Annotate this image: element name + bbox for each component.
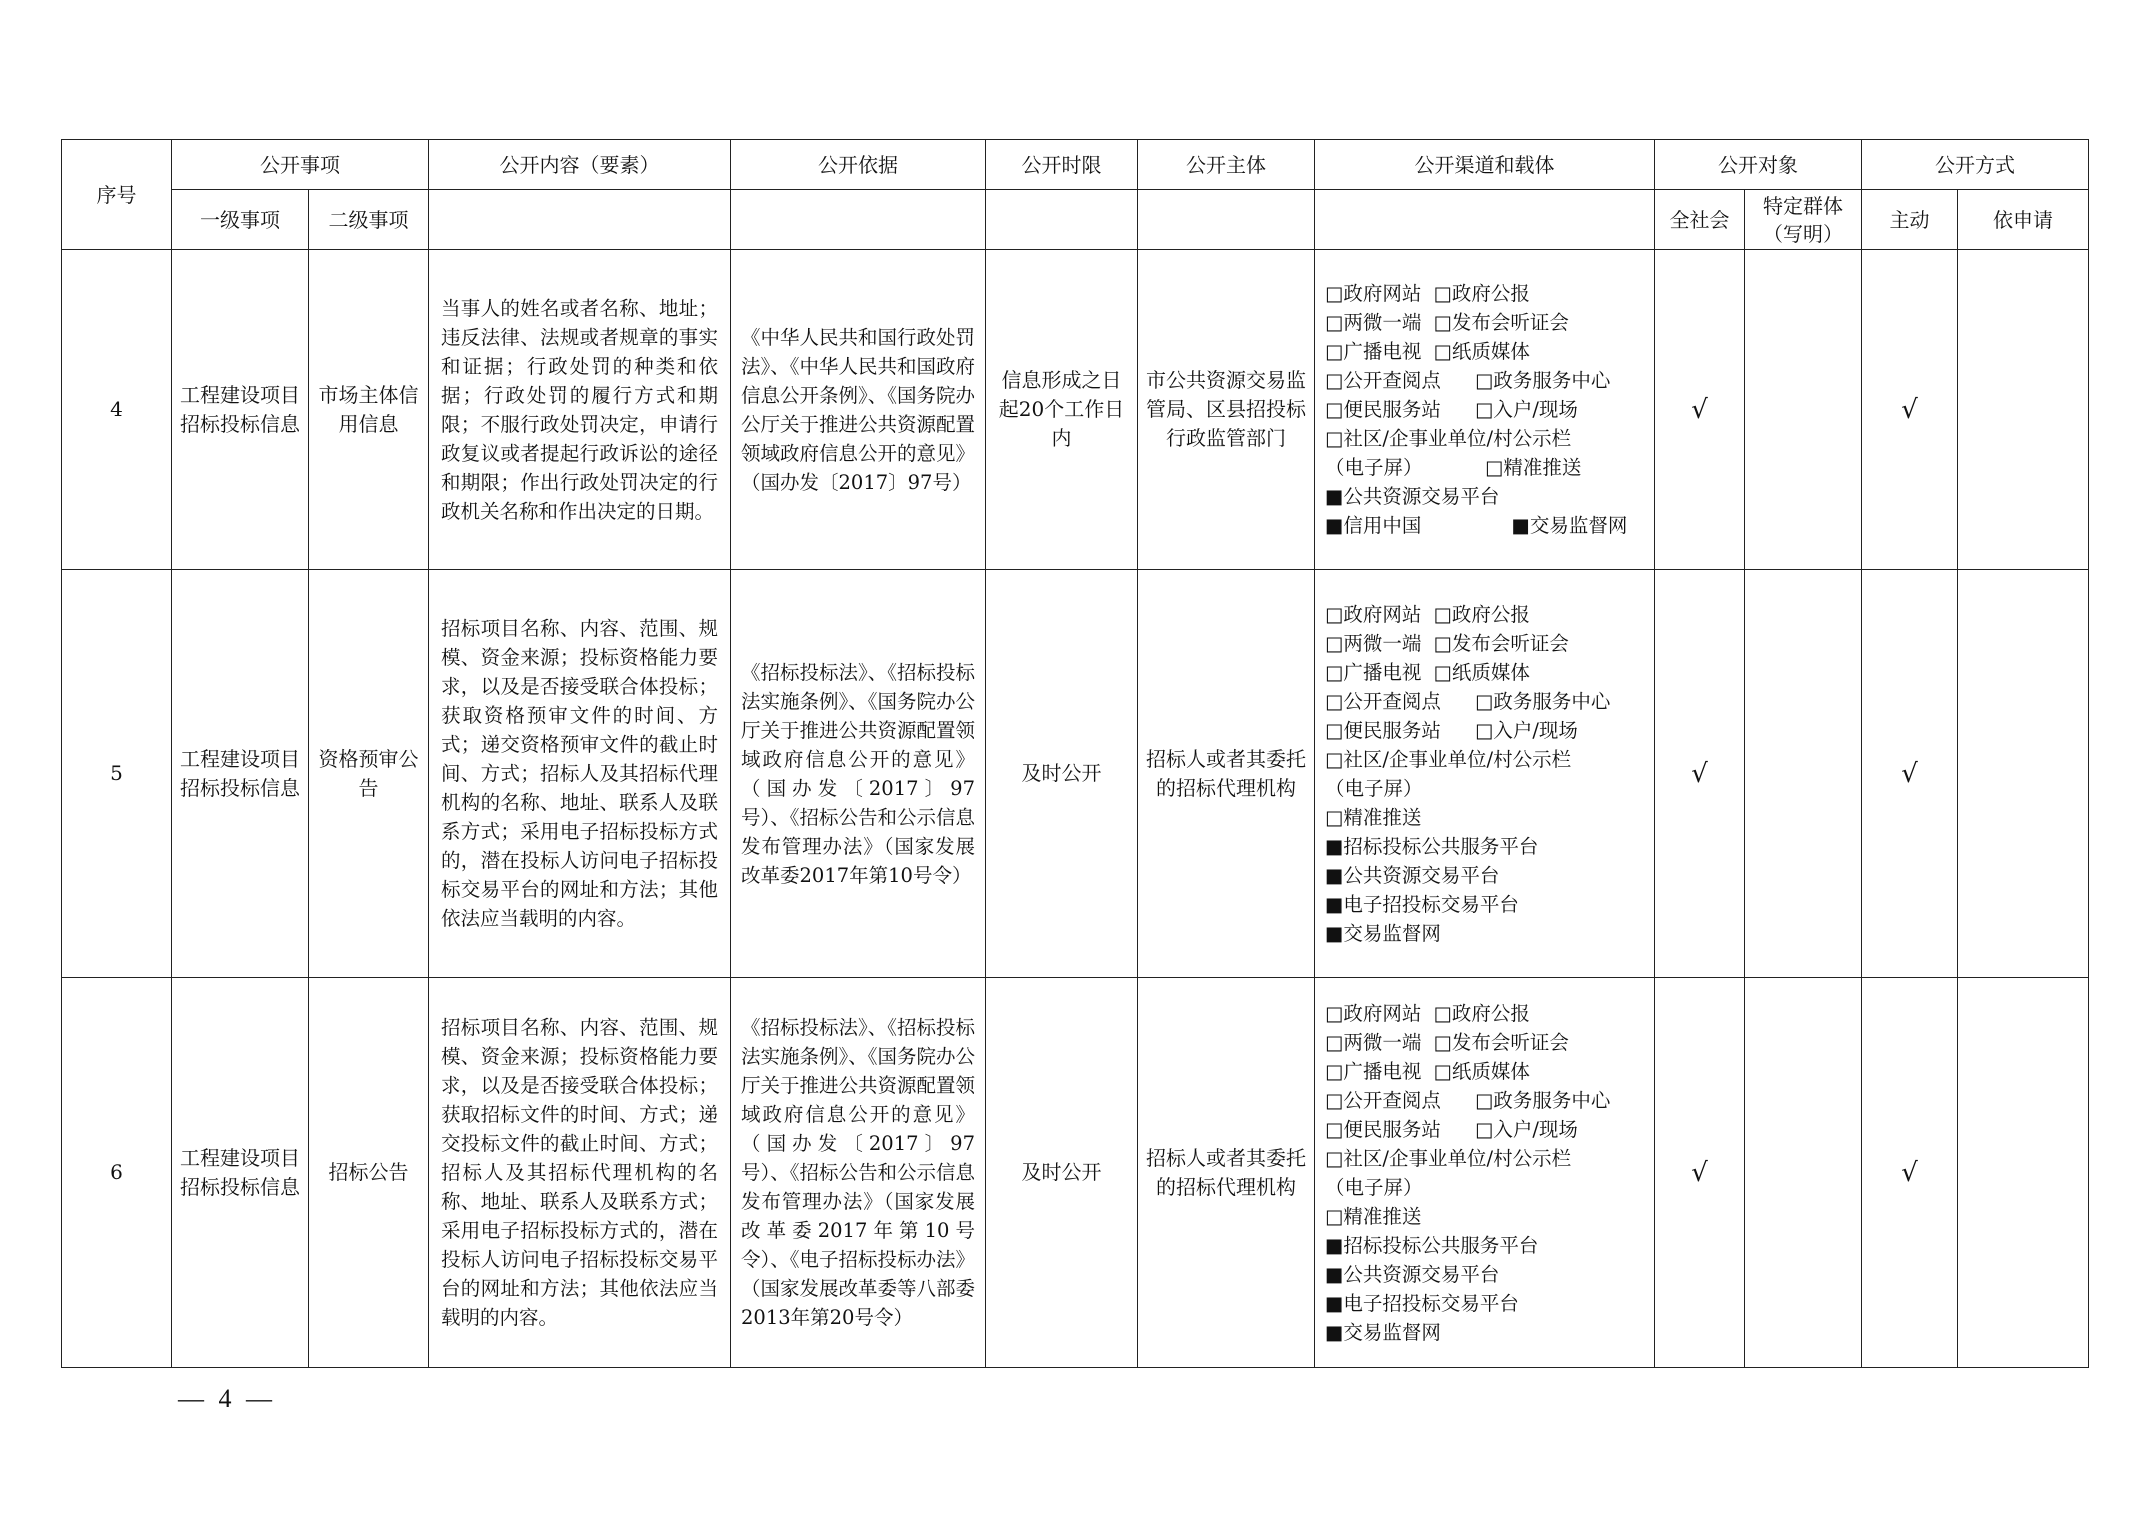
cell-method-active: √ xyxy=(1862,978,1958,1368)
header-empty-channel xyxy=(1315,190,1655,250)
channel-item: □精准推送 xyxy=(1325,1204,1422,1228)
channel-item: ■招标投标公共服务平台 xyxy=(1325,1233,1539,1257)
channel-item: □政务服务中心 xyxy=(1474,369,1611,392)
header-target-group xyxy=(1745,190,1862,250)
cell-item-l2: 资格预审公告 xyxy=(309,570,429,978)
channel-item: □便民服务站 xyxy=(1325,1117,1441,1141)
channel-item: □公开查阅点 xyxy=(1325,369,1441,392)
channel-item: □社区/企事业单位/村公示栏（电子屏） xyxy=(1325,747,1572,800)
channel-item: □社区/企事业单位/村公示栏（电子屏） xyxy=(1325,427,1572,479)
channel-item: ■信用中国 xyxy=(1325,514,1422,537)
channel-item: □精准推送 xyxy=(1485,456,1582,479)
header-item-l1: 一级事项 xyxy=(172,190,309,250)
cell-content: 招标项目名称、内容、范围、规模、资金来源；投标资格能力要求，以及是否接受联合体投标；获取资格预审文件的时间、方式；递交资格预审文件的截止时间、方式；招标人及其招标代理机构的名称、地址、联系人及联系方式；采用电子招标投标方式的，潜在投标人访问电子招标投标交易平台的网址和方法；其他依法应当载明的内容。 xyxy=(429,570,731,978)
channel-item: □广播电视 xyxy=(1325,1059,1422,1083)
cell-method-active: √ xyxy=(1862,570,1958,978)
channel-item: □两微一端 xyxy=(1325,1030,1422,1054)
channel-item: □入户/现场 xyxy=(1474,398,1578,421)
channel-item: □纸质媒体 xyxy=(1433,660,1530,684)
header-empty-subject xyxy=(1138,190,1315,250)
table-row xyxy=(62,250,2089,570)
channel-item: □纸质媒体 xyxy=(1433,340,1530,363)
header-content: 公开内容（要素） xyxy=(429,140,731,190)
channel-item: □广播电视 xyxy=(1325,660,1422,684)
channel-item: □发布会听证会 xyxy=(1433,631,1569,655)
channel-item: □发布会听证会 xyxy=(1433,311,1569,334)
cell-method-apply xyxy=(1958,570,2089,978)
cell-target-group xyxy=(1745,570,1862,978)
cell-item-l2: 市场主体信用信息 xyxy=(309,250,429,570)
channel-item: ■公共资源交易平台 xyxy=(1325,485,1500,508)
channel-item: □政府公报 xyxy=(1433,1001,1530,1025)
channel-item: □政府公报 xyxy=(1433,282,1530,305)
cell-item-l1: 工程建设项目招标投标信息 xyxy=(172,250,309,570)
cell-basis: 《中华人民共和国行政处罚法》、《中华人民共和国政府信息公开条例》、《国务院办公厅关于推进公共资源配置领域政府信息公开的意见》（国办发〔2017〕97号） xyxy=(731,250,986,570)
cell-channels xyxy=(1315,570,1655,978)
header-row-1 xyxy=(62,140,2089,190)
header-subject: 公开主体 xyxy=(1138,140,1315,190)
cell-target-all: √ xyxy=(1655,570,1745,978)
channel-item: □精准推送 xyxy=(1325,805,1422,829)
cell-seq: 4 xyxy=(62,250,172,570)
channel-item: □政府公报 xyxy=(1433,602,1530,626)
header-empty-basis xyxy=(731,190,986,250)
cell-channels xyxy=(1315,250,1655,570)
cell-item-l2: 招标公告 xyxy=(309,978,429,1368)
table-row xyxy=(62,570,2089,978)
channel-item: □政务服务中心 xyxy=(1474,1088,1611,1112)
cell-time-limit: 及时公开 xyxy=(986,978,1138,1368)
cell-target-group xyxy=(1745,978,1862,1368)
cell-item-l1: 工程建设项目招标投标信息 xyxy=(172,978,309,1368)
header-empty-content xyxy=(429,190,731,250)
disclosure-table xyxy=(61,139,2089,1368)
cell-seq: 6 xyxy=(62,978,172,1368)
channel-item: □社区/企事业单位/村公示栏（电子屏） xyxy=(1325,1146,1572,1199)
table-row xyxy=(62,978,2089,1368)
header-target: 公开对象 xyxy=(1655,140,1862,190)
channel-item: □公开查阅点 xyxy=(1325,689,1441,713)
channel-item: □政府网站 xyxy=(1325,1001,1422,1025)
channel-item: □便民服务站 xyxy=(1325,398,1441,421)
channel-item: □政府网站 xyxy=(1325,602,1422,626)
channel-item: □便民服务站 xyxy=(1325,718,1441,742)
channel-item: □公开查阅点 xyxy=(1325,1088,1441,1112)
cell-subject: 招标人或者其委托的招标代理机构 xyxy=(1138,570,1315,978)
cell-method-apply xyxy=(1958,978,2089,1368)
header-target-all: 全社会 xyxy=(1655,190,1745,250)
cell-time-limit: 信息形成之日起20个工作日内 xyxy=(986,250,1138,570)
channel-item: □两微一端 xyxy=(1325,631,1422,655)
cell-target-all: √ xyxy=(1655,250,1745,570)
channel-item: □两微一端 xyxy=(1325,311,1422,334)
cell-seq: 5 xyxy=(62,570,172,978)
channel-item: □发布会听证会 xyxy=(1433,1030,1569,1054)
header-method-active: 主动 xyxy=(1862,190,1958,250)
cell-method-active: √ xyxy=(1862,250,1958,570)
cell-target-group xyxy=(1745,250,1862,570)
channel-item: ■电子招投标交易平台 xyxy=(1325,1291,1519,1315)
cell-channels xyxy=(1315,978,1655,1368)
cell-content: 招标项目名称、内容、范围、规模、资金来源；投标资格能力要求，以及是否接受联合体投标；获取招标文件的时间、方式；递交投标文件的截止时间、方式；招标人及其招标代理机构的名称、地址、联系人及联系方式；采用电子招标投标方式的，潜在投标人访问电子招标投标交易平台的网址和方法；其他依法应当载明的内容。 xyxy=(429,978,731,1368)
cell-content: 当事人的姓名或者名称、地址；违反法律、法规或者规章的事实和证据；行政处罚的种类和依据；行政处罚的履行方式和期限；不服行政处罚决定，申请行政复议或者提起行政诉讼的途径和期限；作出行政处罚决定的行政机关名称和作出决定的日期。 xyxy=(429,250,731,570)
cell-target-all: √ xyxy=(1655,978,1745,1368)
channel-item: ■交易监督网 xyxy=(1325,921,1441,945)
channel-item: □广播电视 xyxy=(1325,340,1422,363)
channel-item: □政府网站 xyxy=(1325,282,1422,305)
channel-item: ■交易监督网 xyxy=(1511,514,1628,537)
header-basis: 公开依据 xyxy=(731,140,986,190)
header-target-group-line1: 特定群体 xyxy=(1763,193,1843,218)
channel-item: ■公共资源交易平台 xyxy=(1325,863,1500,887)
header-item-l2: 二级事项 xyxy=(309,190,429,250)
header-target-group-line2: （写明） xyxy=(1763,221,1843,246)
cell-basis: 《招标投标法》、《招标投标法实施条例》、《国务院办公厅关于推进公共资源配置领域政府信息公开的意见》（国办发〔2017〕97号）、《招标公告和公示信息发布管理办法》（国家发展改革委2017年第10号令）、《电子招标投标办法》（国家发展改革委等八部委2013年第20号令） xyxy=(731,978,986,1368)
channel-item: □纸质媒体 xyxy=(1433,1059,1530,1083)
header-item: 公开事项 xyxy=(172,140,429,190)
header-seq: 序号 xyxy=(62,140,172,250)
channel-item: □入户/现场 xyxy=(1474,718,1578,742)
channel-item: ■招标投标公共服务平台 xyxy=(1325,834,1539,858)
page-number: — 4 — xyxy=(178,1384,276,1413)
header-method: 公开方式 xyxy=(1862,140,2089,190)
header-empty-time xyxy=(986,190,1138,250)
channel-item: □政务服务中心 xyxy=(1474,689,1611,713)
cell-subject: 市公共资源交易监管局、区县招投标行政监管部门 xyxy=(1138,250,1315,570)
cell-subject: 招标人或者其委托的招标代理机构 xyxy=(1138,978,1315,1368)
header-method-apply: 依申请 xyxy=(1958,190,2089,250)
header-channel: 公开渠道和载体 xyxy=(1315,140,1655,190)
channel-item: ■交易监督网 xyxy=(1325,1320,1441,1344)
channel-item: ■公共资源交易平台 xyxy=(1325,1262,1500,1286)
header-time-limit: 公开时限 xyxy=(986,140,1138,190)
cell-method-apply xyxy=(1958,250,2089,570)
channel-item: ■电子招投标交易平台 xyxy=(1325,892,1519,916)
cell-item-l1: 工程建设项目招标投标信息 xyxy=(172,570,309,978)
channel-item: □入户/现场 xyxy=(1474,1117,1578,1141)
header-row-2 xyxy=(62,190,2089,250)
cell-time-limit: 及时公开 xyxy=(986,570,1138,978)
cell-basis: 《招标投标法》、《招标投标法实施条例》、《国务院办公厅关于推进公共资源配置领域政府信息公开的意见》（国办发〔2017〕97号）、《招标公告和公示信息发布管理办法》（国家发展改革委2017年第10号令） xyxy=(731,570,986,978)
